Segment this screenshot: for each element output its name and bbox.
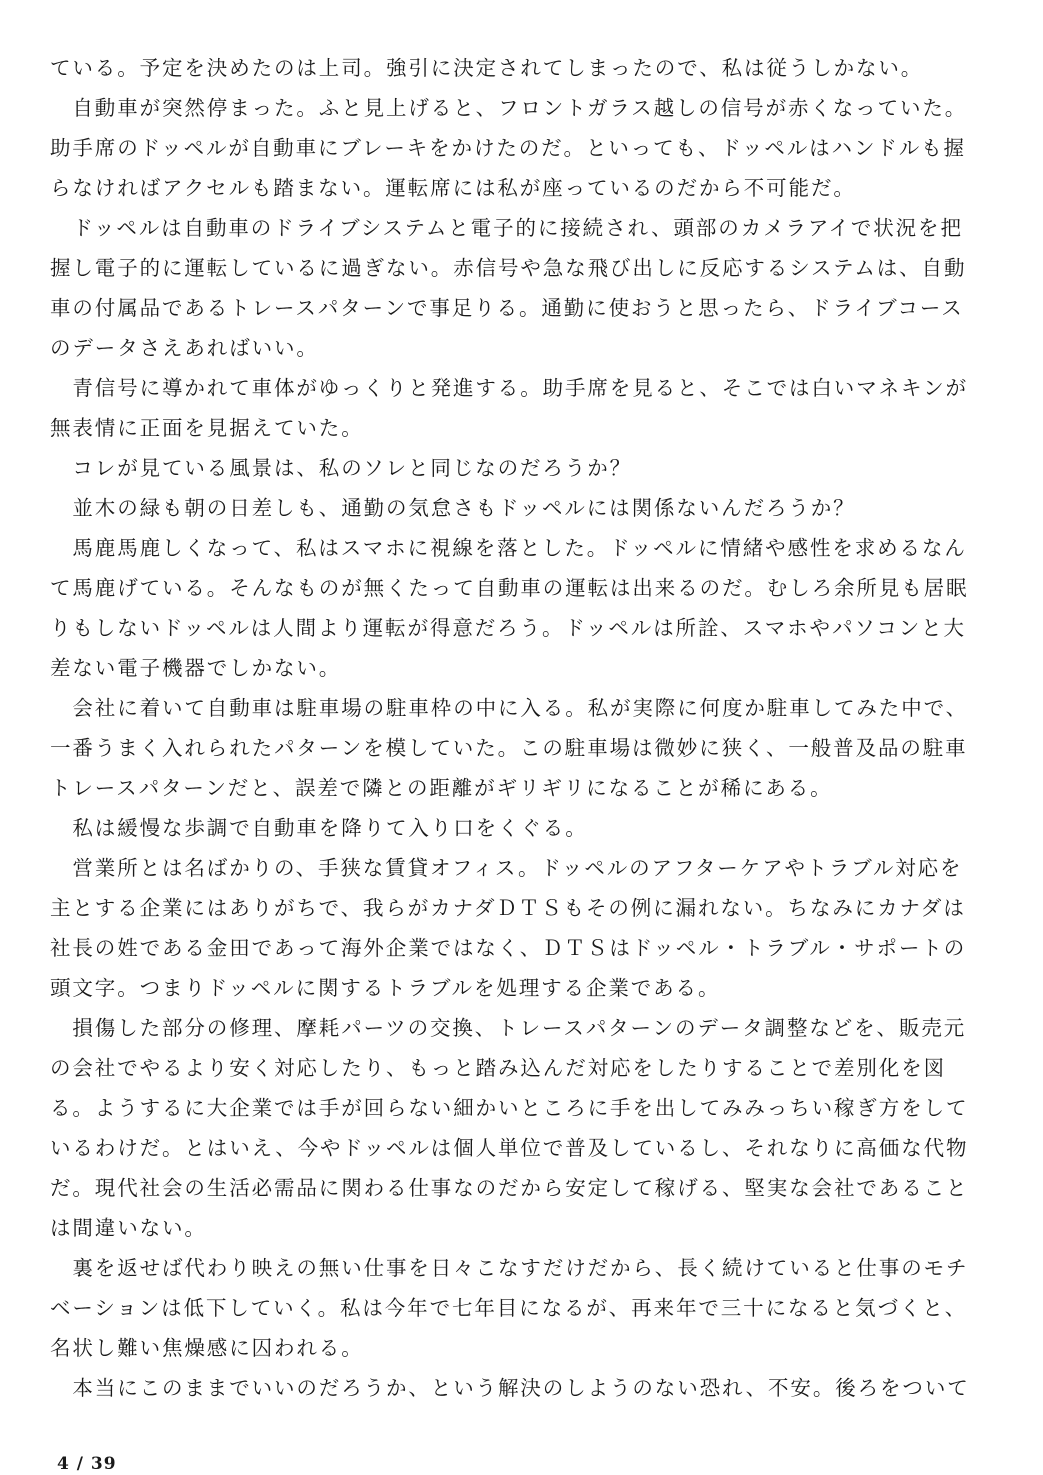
- text-line-21: 営業所とは名ばかりの、手狭な賃貸オフィス。ドッペルのアフターケアやトラブル対応を: [50, 856, 963, 880]
- text-line-2: 自動車が突然停まった。ふと見上げると、フロントガラス越しの信号が赤くなっていた。: [50, 96, 968, 120]
- text-line-12: 並木の緑も朝の日差しも、通勤の気怠さもドッペルには関係ないんだろうか？: [50, 496, 856, 520]
- text-line-14: て馬鹿げている。そんなものが無くたって自動車の運転は出来るのだ。むしろ余所見も居眠: [50, 576, 969, 600]
- text-line-18: 一番うまく入れられたパターンを模していた。この駐車場は微妙に狭く、一般普及品の駐車: [50, 736, 968, 760]
- text-line-1: ている。予定を決めたのは上司。強引に決定されてしまったので、私は従うしかない。: [50, 56, 924, 80]
- text-line-24: 頭文字。つまりドッペルに関するトラブルを処理する企業である。: [50, 976, 721, 1000]
- text-line-13: 馬鹿馬鹿しくなって、私はスマホに視線を落とした。ドッペルに情緒や感性を求めるなん: [50, 536, 967, 560]
- text-line-8: のデータさえあればいい。: [50, 336, 319, 360]
- text-line-11: コレが見ている風景は、私のソレと同じなのだろうか？: [50, 456, 632, 480]
- text-line-34: 本当にこのままでいいのだろうか、という解決のしようのない恐れ、不安。後ろをついて: [50, 1376, 970, 1400]
- text-line-20: 私は緩慢な歩調で自動車を降りて入り口をくぐる。: [50, 816, 588, 840]
- text-line-23: 社長の姓である金田であって海外企業ではなく、ＤＴＳはドッペル・トラブル・サポートの: [50, 936, 967, 960]
- text-line-19: トレースパターンだと、誤差で隣との距離がギリギリになることが稀にある。: [50, 776, 833, 800]
- text-line-22: 主とする企業にはありがちで、我らがカナダＤＴＳもその例に漏れない。ちなみにカナダは: [50, 896, 966, 920]
- text-line-10: 無表情に正面を見据えていた。: [50, 416, 364, 440]
- text-line-17: 会社に着いて自動車は駐車場の駐車枠の中に入る。私が実際に何度か駐車してみた中で、: [50, 696, 968, 720]
- text-line-33: 名状し難い焦燥感に囚われる。: [50, 1336, 364, 1360]
- text-line-15: りもしないドッペルは人間より運転が得意だろう。ドッペルは所詮、スマホやパソコンと大: [50, 616, 966, 640]
- text-line-5: ドッペルは自動車のドライブシステムと電子的に接続され、頭部のカメラアイで状況を把: [50, 216, 963, 240]
- text-line-27: る。ようするに大企業では手が回らない細かいところに手を出してみみっちい稼ぎ方をして: [50, 1096, 969, 1120]
- text-line-16: 差ない電子機器でしかない。: [50, 656, 342, 680]
- text-line-26: の会社でやるより安く対応したり、もっと踏み込んだ対応をしたりすることで差別化を図: [50, 1056, 946, 1080]
- text-line-9: 青信号に導かれて車体がゆっくりと発進する。助手席を見ると、そこでは白いマネキンが: [50, 376, 968, 400]
- text-line-29: だ。現代社会の生活必需品に関わる仕事なのだから安定して稼げる、堅実な会社であること: [50, 1176, 969, 1200]
- text-line-3: 助手席のドッペルが自動車にブレーキをかけたのだ。といっても、ドッペルはハンドルも握: [50, 136, 966, 160]
- page-number: 4 / 39: [57, 1454, 117, 1474]
- text-line-7: 車の付属品であるトレースパターンで事足りる。通勤に使おうと思ったら、ドライブコース: [50, 296, 964, 320]
- text-line-32: ベーションは低下していく。私は今年で七年目になるが、再来年で三十になると気づくと、: [50, 1296, 968, 1320]
- text-line-4: らなければアクセルも踏まない。運転席には私が座っているのだから不可能だ。: [50, 176, 856, 200]
- text-line-6: 握し電子的に運転しているに過ぎない。赤信号や急な飛び出しに反応するシステムは、自動: [50, 256, 967, 280]
- document-body: [50, 48, 985, 1408]
- text-line-28: いるわけだ。とはいえ、今やドッペルは個人単位で普及しているし、それなりに高価な代物: [50, 1136, 969, 1160]
- text-line-31: 裏を返せば代わり映えの無い仕事を日々こなすだけだから、長く続けていると仕事のモチ: [50, 1256, 969, 1280]
- text-line-25: 損傷した部分の修理、摩耗パーツの交換、トレースパターンのデータ調整などを、販売元: [50, 1016, 967, 1040]
- text-line-30: は間違いない。: [50, 1216, 207, 1240]
